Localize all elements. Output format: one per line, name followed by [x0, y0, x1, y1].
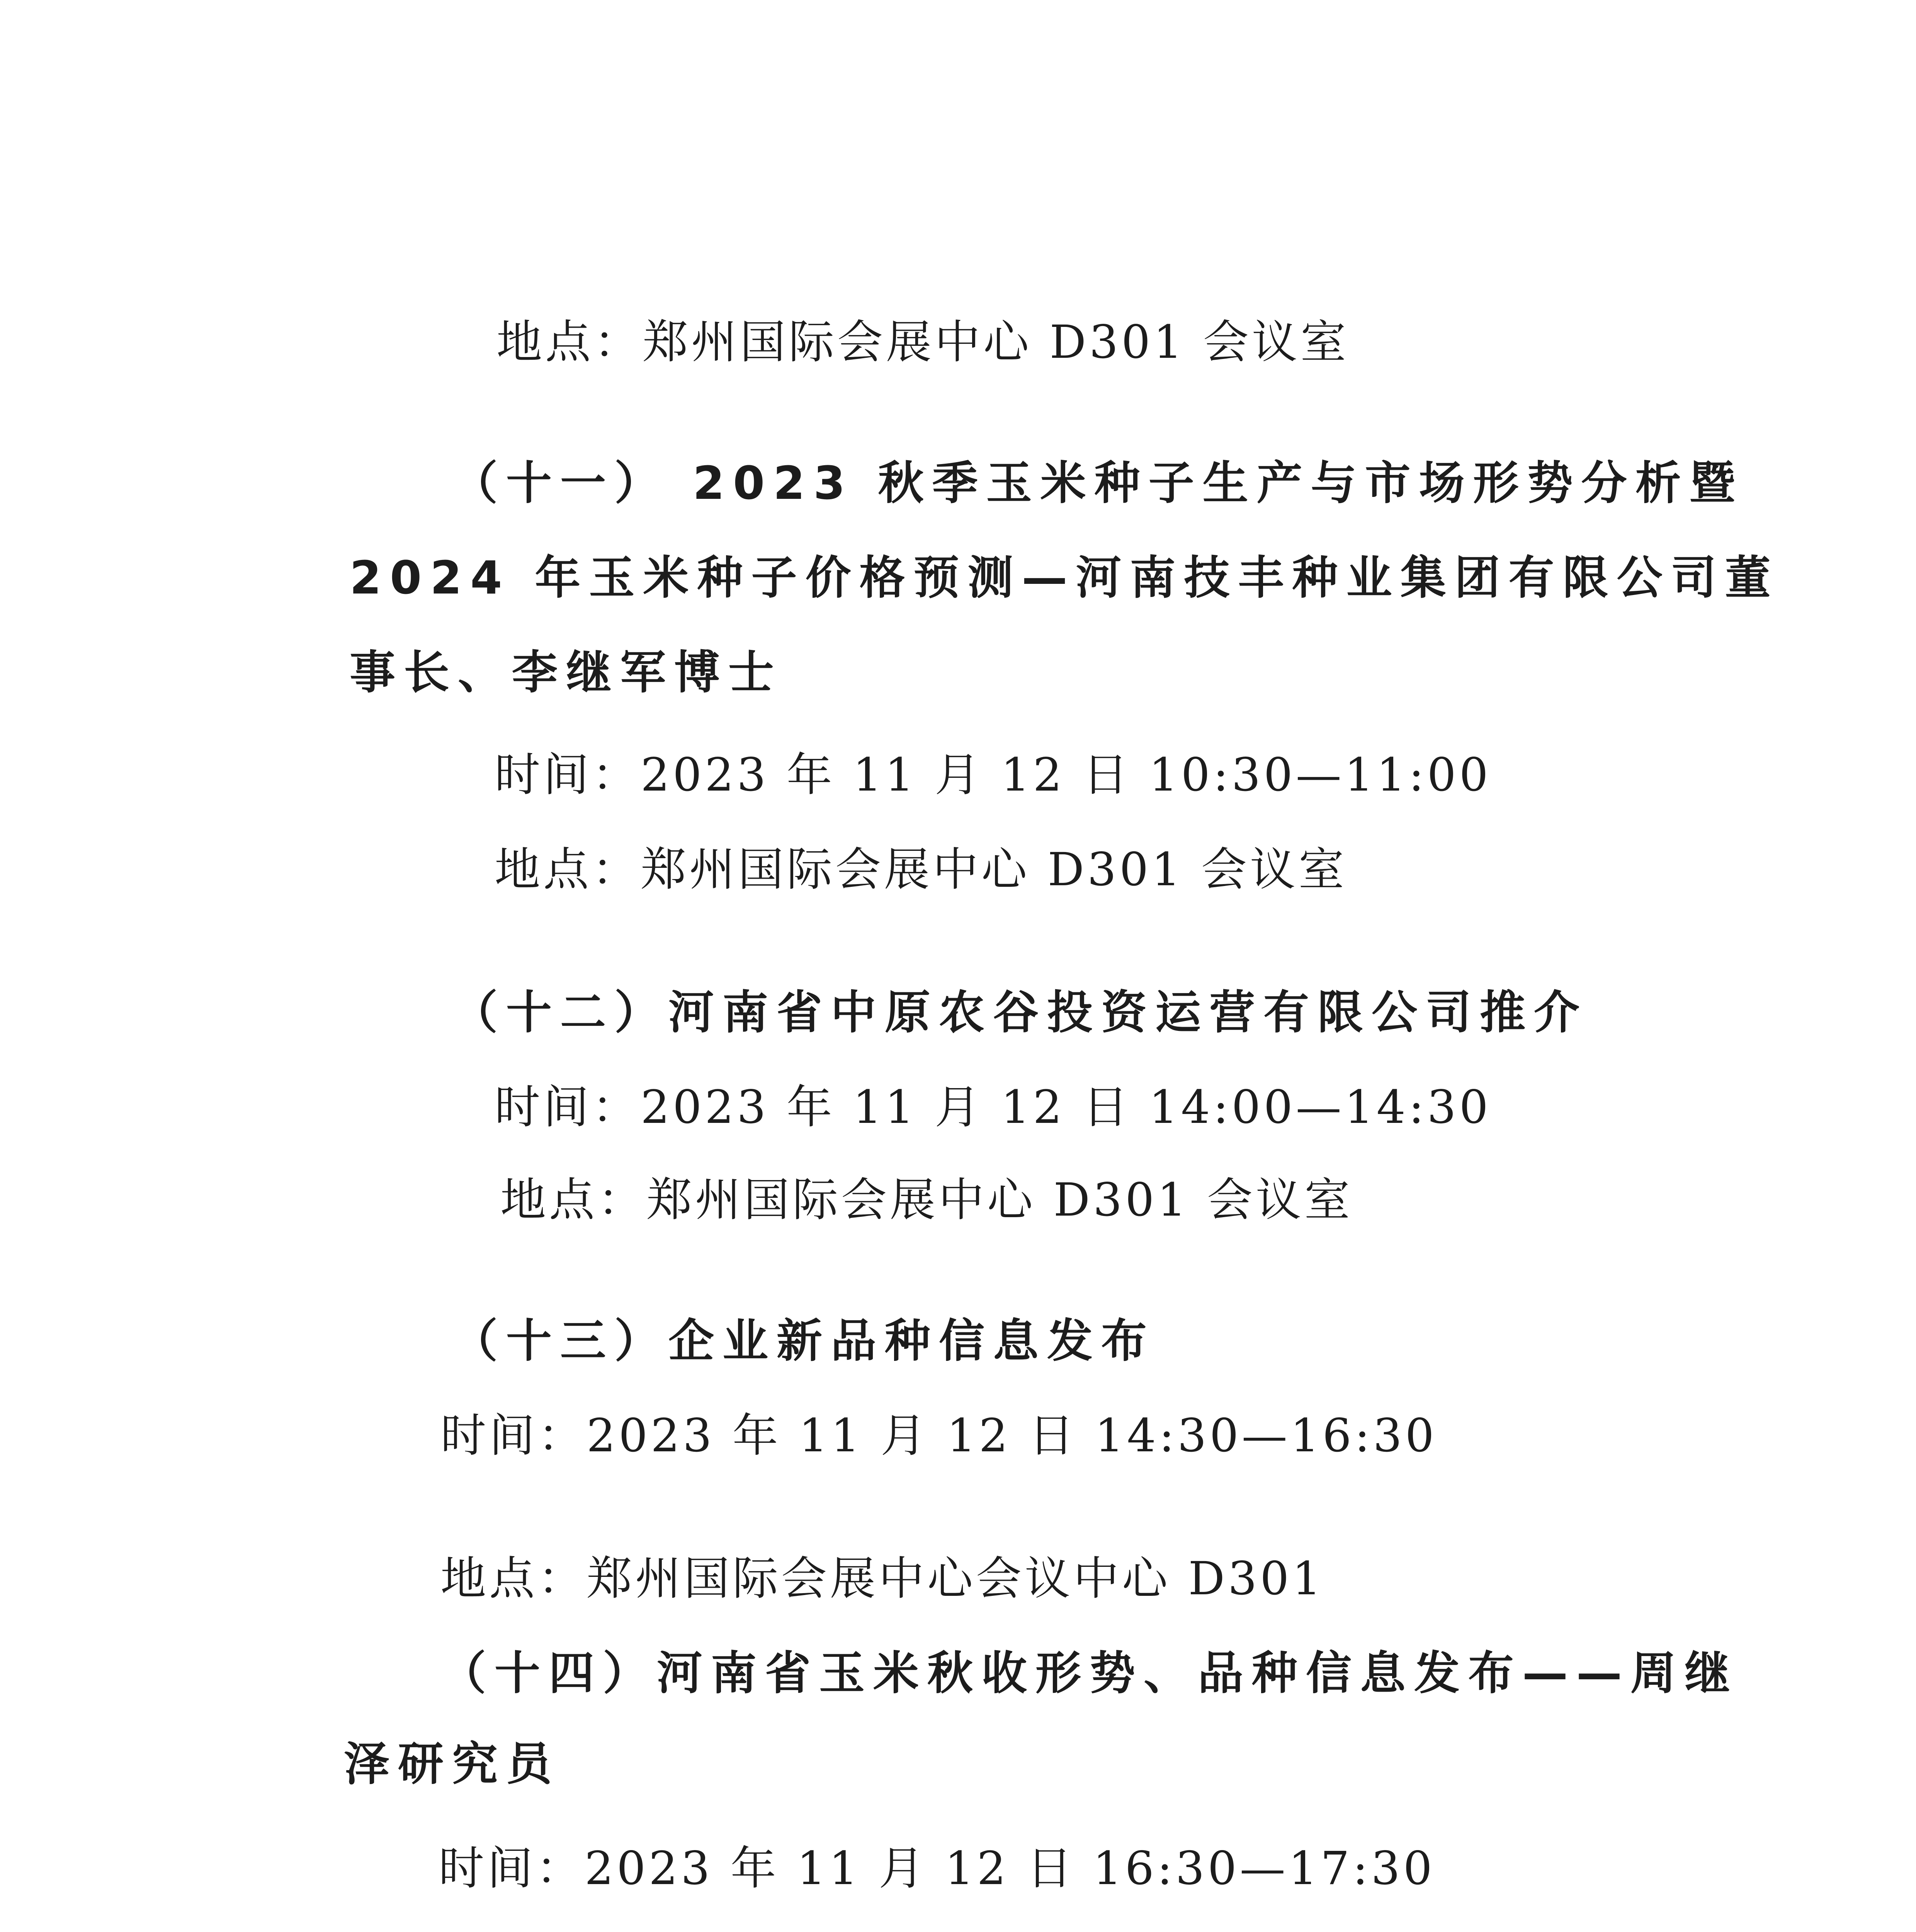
time-line: 时间：2023 年 11 月 12 日 14:30—16:30 [440, 1409, 1437, 1462]
location-line: 地点：郑州国际会展中心 D301 会议室 [500, 1173, 1353, 1226]
section-heading-continued: 事长、李继军博士 [350, 646, 783, 699]
section-heading: （十一） 2023 秋季玉米种子生产与市场形势分析暨 [452, 456, 1744, 510]
time-line: 时间：2023 年 11 月 12 日 14:00—14:30 [495, 1080, 1491, 1134]
section-heading: （十四）河南省玉米秋收形势、品种信息发布——周继 [440, 1646, 1739, 1700]
location-line: 地点：郑州国际会展中心 D301 会议室 [495, 843, 1347, 896]
time-line: 时间：2023 年 11 月 12 日 16:30—17:30 [439, 1842, 1435, 1895]
section-heading-continued: 2024 年玉米种子价格预测—河南技丰种业集团有限公司董 [350, 551, 1779, 604]
section-heading: （十三）企业新品种信息发布 [452, 1314, 1156, 1367]
section-heading: （十二）河南省中原农谷投资运营有限公司推介 [452, 986, 1588, 1039]
time-line: 时间：2023 年 11 月 12 日 10:30—11:00 [495, 748, 1491, 801]
location-line: 地点：郑州国际会展中心 D301 会议室 [496, 315, 1349, 369]
location-line: 地点：郑州国际会展中心会议中心 D301 [440, 1552, 1324, 1605]
section-heading-continued: 泽研究员 [344, 1737, 561, 1791]
